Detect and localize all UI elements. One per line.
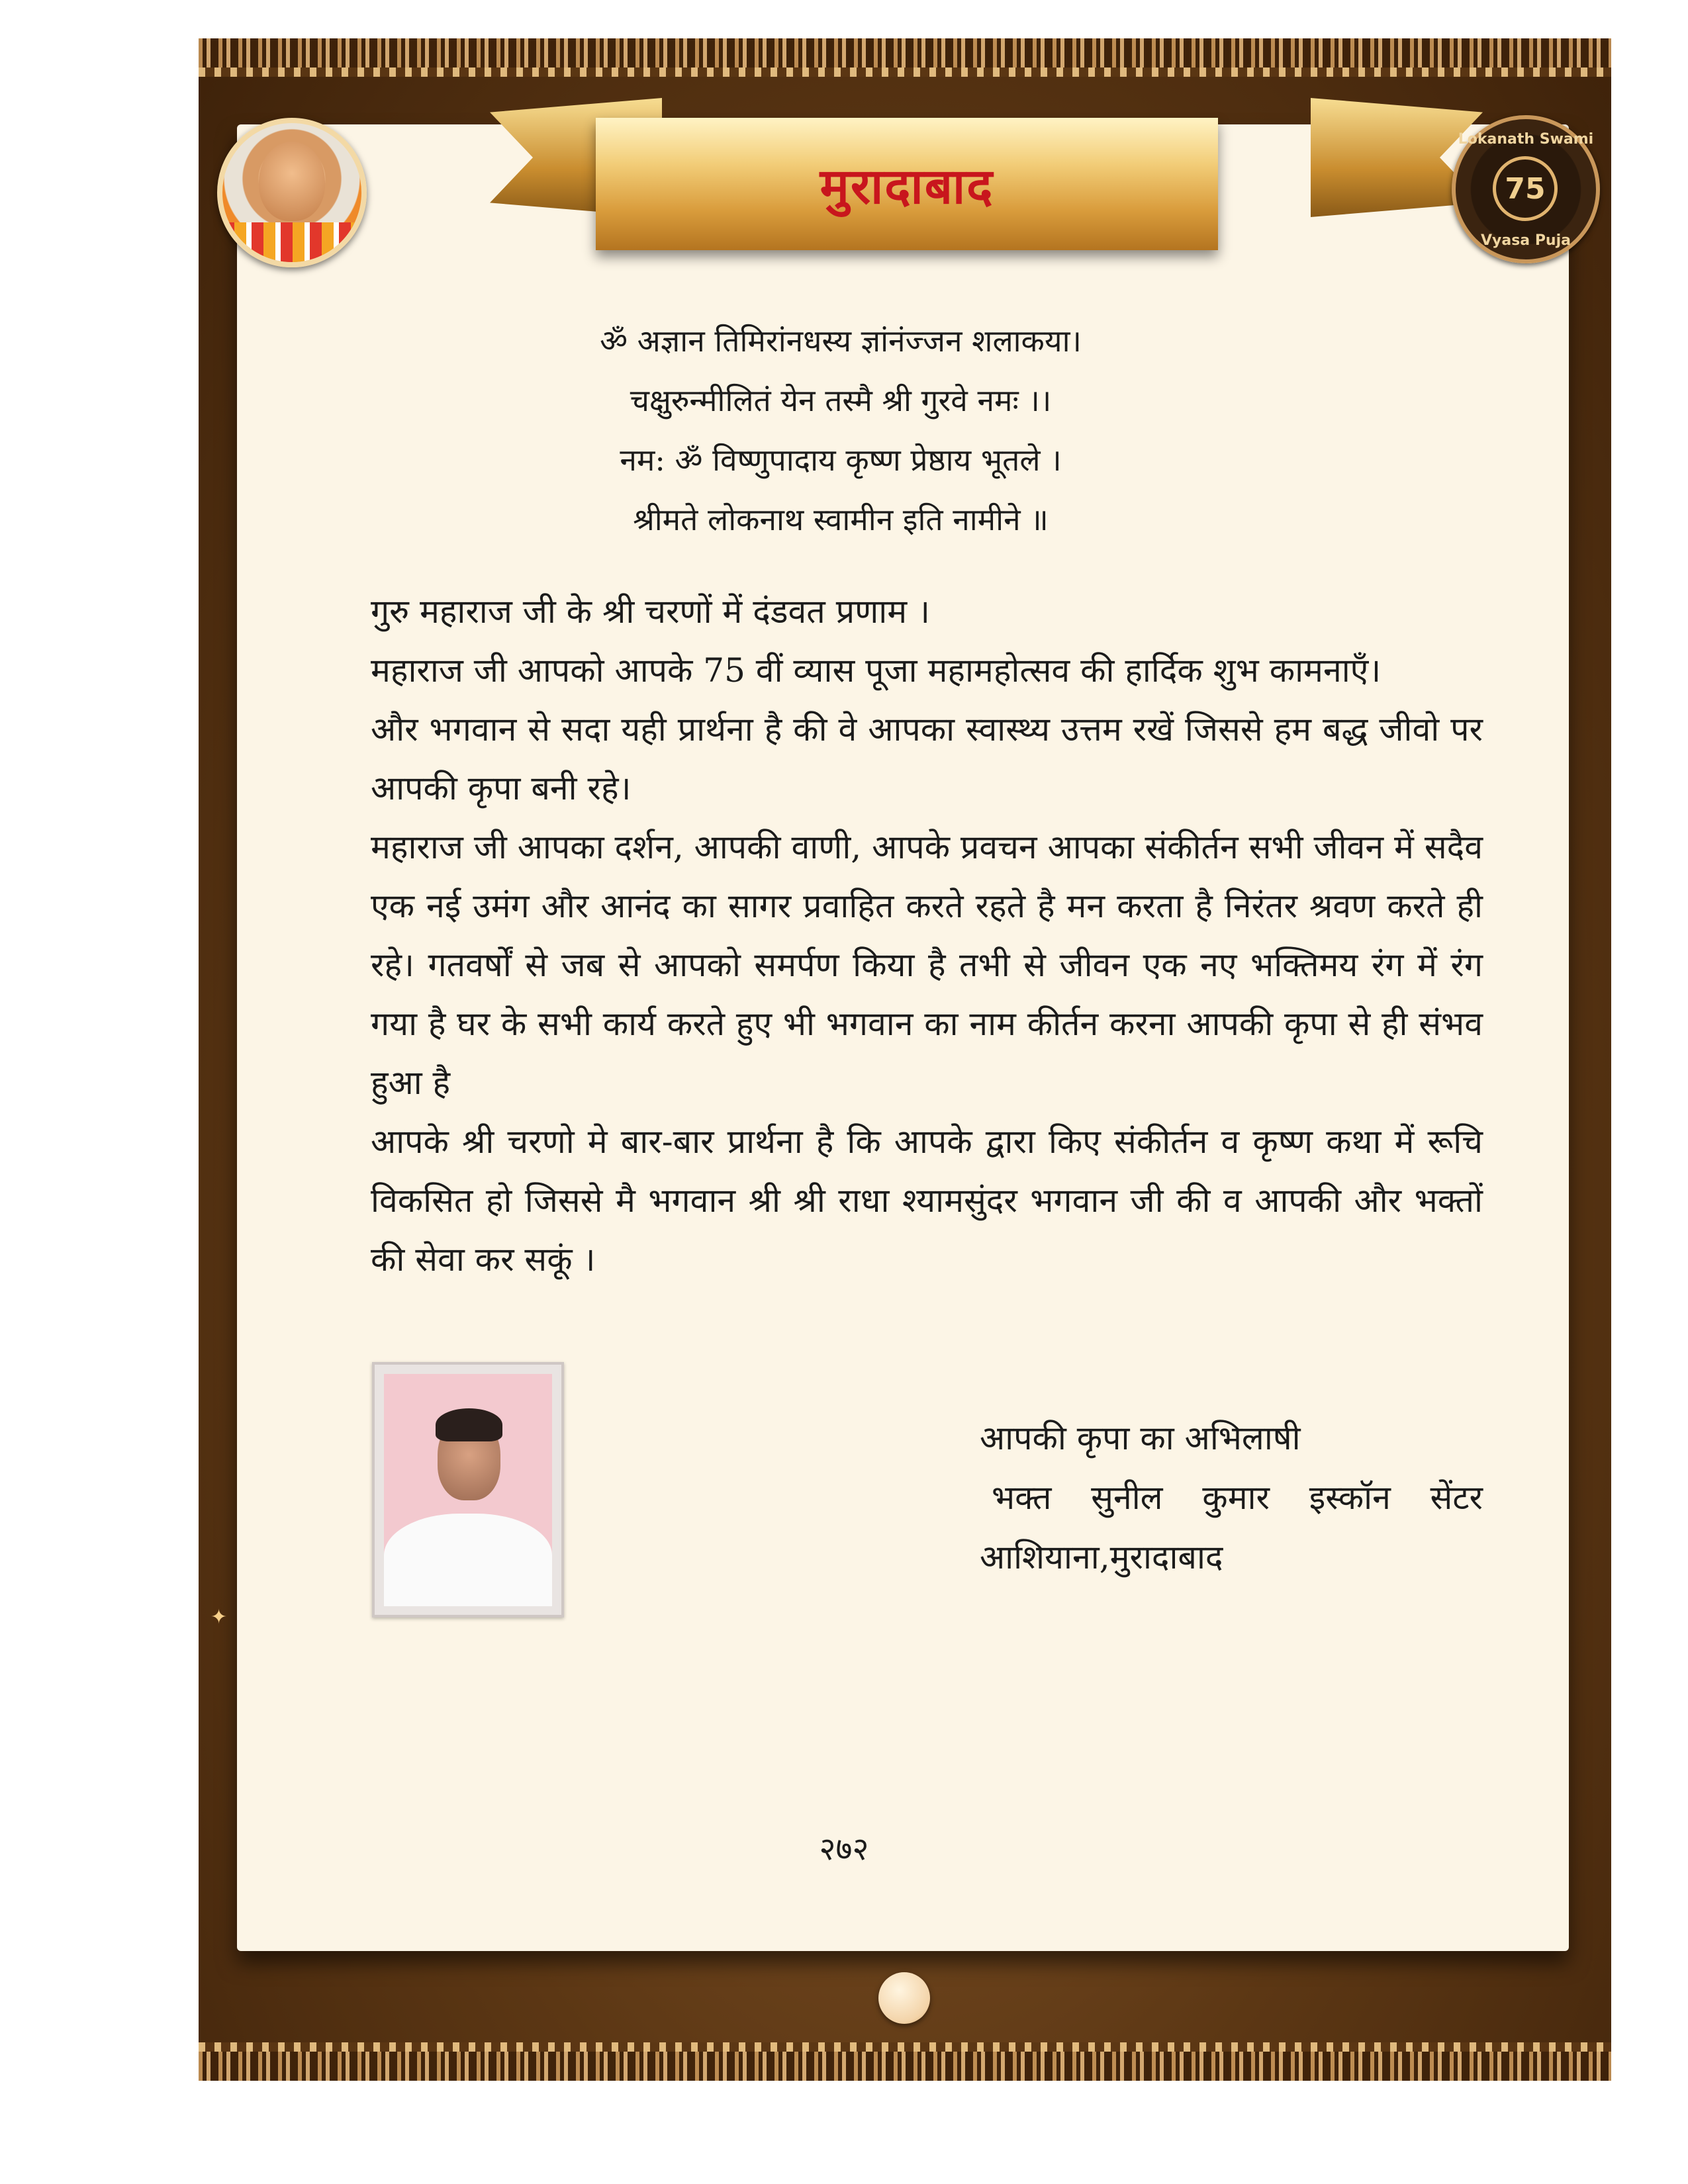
- page-title: मुरादाबाद: [820, 158, 994, 215]
- signature-word: सेंटर: [1430, 1479, 1483, 1517]
- signature-line-3: आशियाना,मुरादाबाद: [980, 1538, 1223, 1576]
- signature-word: कुमार: [1202, 1479, 1270, 1517]
- seal-text-top: Lokanath Swami: [1458, 131, 1594, 148]
- signature-word: भक्त: [992, 1479, 1052, 1517]
- body-paragraph: महाराज जी आपका दर्शन, आपकी वाणी, आपके प्रवचन आपका संकीर्तन सभी जीवन में सदैव एक नई उमंग और आनंद का सागर प्रवाहित करते रहते है मन करता है निरंतर श्रवण करते ही रहे। गतवर्षों से जब से आपको समर्पण किया है तभी से जीवन एक नए भक्तिमय रंग में रंग गया है घर के सभी कार्य करते हुए भी भगवान का नाम कीर्तन करना आपकी कृपा से ही संभव हुआ है: [371, 828, 1483, 1102]
- sparkle-icon: ✦: [211, 1606, 228, 1629]
- shloka-line: ॐ अज्ञान तिमिरांनधस्य ज्ञांनंज्जन शलाकया।: [600, 323, 1082, 359]
- devotee-photo: [372, 1362, 564, 1617]
- signature-word: सुनील: [1091, 1479, 1163, 1517]
- letter-body: [371, 582, 1483, 1289]
- signature-word: इस्कॉन: [1309, 1479, 1391, 1517]
- page-number: २७२: [819, 1831, 869, 1868]
- body-paragraph: गुरु महाराज जी के श्री चरणों में दंडवत प्रणाम ।: [371, 592, 930, 631]
- signature-block: [980, 1408, 1483, 1587]
- shloka-line: चक्षुरुन्मीलितं येन तस्मै श्री गुरवे नमः ।।: [630, 383, 1052, 418]
- signature-line-1: आपकी कृपा का अभिलाषी: [980, 1419, 1301, 1457]
- body-paragraph: महाराज जी आपको आपके 75 वीं व्यास पूजा महामहोत्सव की हार्दिक शुभ कामनाएँ।: [371, 651, 1382, 690]
- photo-shirt: [384, 1514, 552, 1606]
- shloka-line: नम: ॐ विष्णुपादाय कृष्ण प्रेष्ठाय भूतले ।: [620, 442, 1062, 478]
- shloka-block: [463, 311, 1218, 549]
- seal-number: 75: [1493, 156, 1558, 221]
- signature-line-2: [980, 1468, 1483, 1527]
- body-paragraph: आपके श्री चरणो मे बार-बार प्रार्थना है कि आपके द्वारा किए संकीर्तन व कृष्ण कथा में रूचि विकसित हो जिससे मै भगवान श्री श्री राधा श्यामसुंदर भगवान जी की व आपकी और भक्तों की सेवा कर सकूं ।: [371, 1122, 1483, 1279]
- photo-hair: [436, 1408, 502, 1441]
- seal-text-bottom: Vyasa Puja: [1481, 232, 1571, 249]
- shloka-line: श्रीमते लोकनाथ स्वामीन इति नामीने ॥: [633, 502, 1049, 537]
- body-paragraph: और भगवान से सदा यही प्रार्थना है की वे आपका स्वास्थ्य उत्तम रखें जिससे हम बद्ध जीवो पर आपकी कृपा बनी रहे।: [371, 710, 1483, 807]
